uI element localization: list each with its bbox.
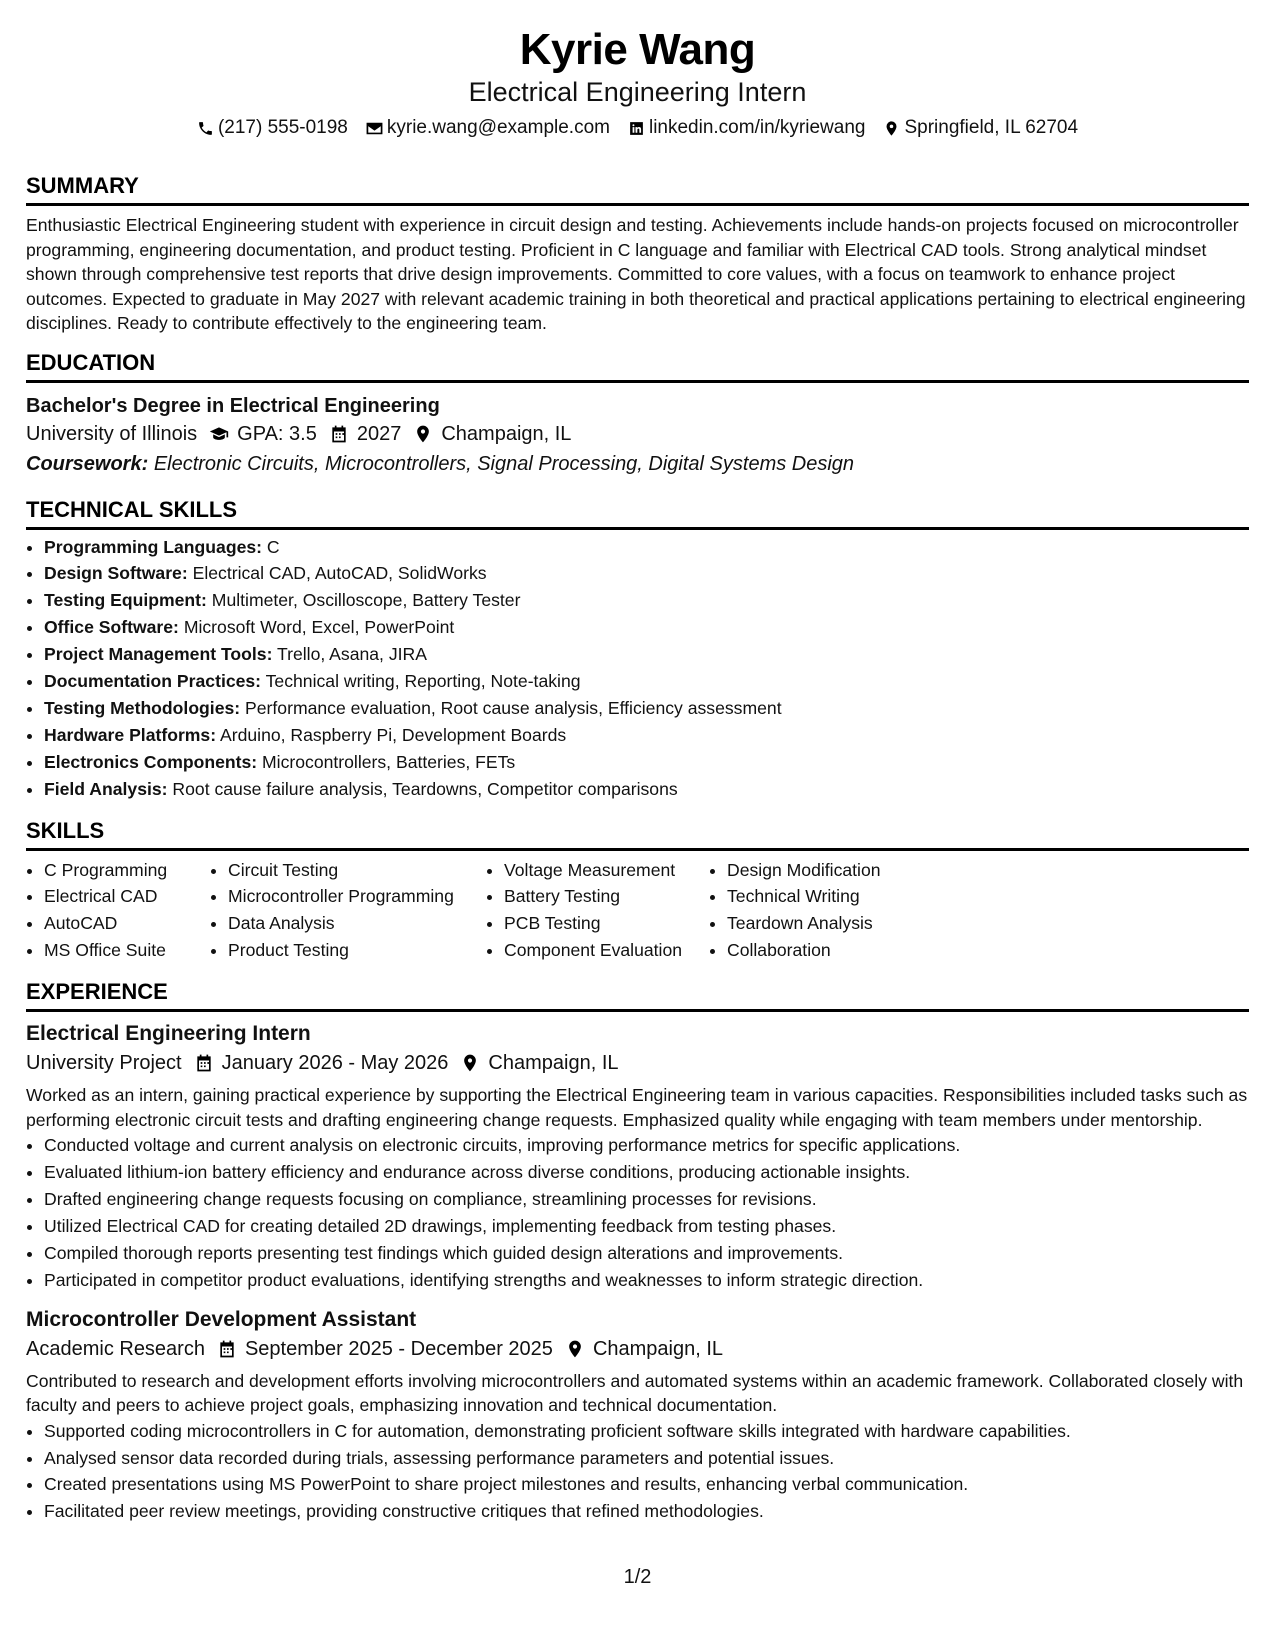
location-text: Champaign, IL — [488, 1052, 619, 1075]
list-item: • Electrical CAD — [44, 883, 210, 910]
list-item: • C Programming — [44, 857, 210, 884]
skill-value: Technical writing, Reporting, Note-taking — [265, 671, 581, 692]
phone-text: (217) 555-0198 — [217, 117, 348, 138]
coursework — [26, 449, 1249, 479]
job-org: University Project — [26, 1052, 182, 1075]
coursework-label: Coursework: — [26, 452, 149, 475]
section-title: SUMMARY — [26, 172, 1249, 206]
list-item: • Teardown Analysis — [727, 910, 967, 937]
summary-section — [26, 172, 1249, 336]
job-org: Academic Research — [26, 1337, 205, 1360]
candidate-name: Kyrie Wang — [519, 25, 756, 74]
list-item: • Evaluated lithium-ion battery efficiency and endurance across diverse conditions, producing actionable insights. — [44, 1159, 1249, 1186]
list-item — [44, 614, 1249, 641]
section-title: EXPERIENCE — [26, 978, 1249, 1012]
list-item — [44, 668, 1249, 695]
linkedin-link[interactable]: linkedin.com/in/kyriewang — [648, 117, 866, 138]
calendar-icon — [217, 1339, 237, 1359]
section-title: SKILLS — [26, 817, 1249, 851]
skills-section — [26, 817, 1249, 965]
skill-value: Microsoft Word, Excel, PowerPoint — [183, 617, 455, 638]
contact-linkedin[interactable] — [628, 114, 866, 142]
list-item: • Design Modification — [727, 857, 967, 884]
gpa — [209, 419, 317, 449]
list-item: • Data Analysis — [228, 910, 486, 937]
skill-label: Hardware Platforms: — [44, 724, 217, 745]
education-meta — [26, 419, 1249, 449]
list-item — [44, 695, 1249, 722]
location-text: Champaign, IL — [592, 1337, 724, 1360]
skill-label: Testing Equipment: — [44, 590, 207, 611]
job-meta — [26, 1334, 1249, 1364]
calendar-icon — [194, 1053, 214, 1073]
list-item: • Drafted engineering change requests focusing on compliance, streamlining processes for revisions. — [44, 1186, 1249, 1213]
skill-label: Office Software: — [44, 617, 179, 638]
skill-value: Arduino, Raspberry Pi, Development Boards — [220, 724, 567, 745]
linkedin-icon — [628, 120, 645, 137]
job-entry — [26, 1020, 1249, 1293]
section-title: EDUCATION — [26, 349, 1249, 383]
skill-value: Microcontrollers, Batteries, FETs — [262, 751, 516, 772]
list-item: • Technical Writing — [727, 883, 967, 910]
contact-bar — [26, 114, 1249, 142]
skills-grid — [26, 857, 1249, 965]
skill-label: Testing Methodologies: — [44, 697, 241, 718]
graduation-cap-icon — [209, 424, 229, 444]
job-description: Contributed to research and development efforts involving microcontrollers and automated systems within an academic framework. Collaborated closely with faculty and peers to achieve project goals, emphasizing innovation and technical documentation. — [26, 1370, 1244, 1416]
technical-skills-list — [26, 534, 1249, 803]
map-pin-icon — [565, 1339, 585, 1359]
dates-text: September 2025 - December 2025 — [244, 1337, 553, 1360]
list-item — [44, 560, 1249, 587]
education-location — [413, 419, 571, 449]
map-pin-icon — [883, 120, 900, 137]
job-bullets — [26, 1418, 1249, 1526]
coursework-text: Electronic Circuits, Microcontrollers, Signal Processing, Digital Systems Design — [153, 452, 855, 475]
list-item — [44, 534, 1249, 561]
map-pin-icon — [413, 424, 433, 444]
job-location — [460, 1048, 618, 1078]
contact-phone — [197, 114, 348, 142]
list-item: • MS Office Suite — [44, 937, 210, 964]
skills-column — [26, 857, 210, 965]
list-item: • Facilitated peer review meetings, providing constructive critiques that refined methodologies. — [44, 1498, 1249, 1525]
location-text: Springfield, IL 62704 — [904, 117, 1079, 138]
skill-label: Programming Languages: — [44, 536, 262, 557]
list-item — [44, 587, 1249, 614]
skills-column — [486, 857, 709, 965]
list-item: • Component Evaluation — [504, 937, 709, 964]
list-item — [44, 749, 1249, 776]
degree-title: Bachelor's Degree in Electrical Engineering — [26, 394, 440, 417]
list-item: • Utilized Electrical CAD for creating detailed 2D drawings, implementing feedback from testing phases. — [44, 1213, 1249, 1240]
list-item: • PCB Testing — [504, 910, 709, 937]
job-dates — [217, 1334, 553, 1364]
year-text: 2027 — [356, 422, 402, 445]
list-item: • Analysed sensor data recorded during trials, assessing performance parameters and potential issues. — [44, 1445, 1249, 1472]
list-item: • Supported coding microcontrollers in C for automation, demonstrating proficient software skills integrated with hardware capabilities. — [44, 1418, 1249, 1445]
map-pin-icon — [460, 1053, 480, 1073]
list-item: • Created presentations using MS PowerPoint to share project milestones and results, enhancing verbal communication. — [44, 1471, 1249, 1498]
resume-header — [26, 24, 1249, 142]
list-item: • Circuit Testing — [228, 857, 486, 884]
skill-value: C — [266, 536, 280, 557]
envelope-icon — [366, 120, 383, 137]
list-item: • Compiled thorough reports presenting test findings which guided design alterations and improvements. — [44, 1240, 1249, 1267]
job-location — [565, 1334, 723, 1364]
skills-column — [210, 857, 486, 965]
school-name: University of Illinois — [26, 422, 198, 445]
job-title: Microcontroller Development Assistant — [26, 1307, 417, 1331]
list-item: • AutoCAD — [44, 910, 210, 937]
job-bullets — [26, 1132, 1249, 1293]
skill-label: Electronics Components: — [44, 751, 258, 772]
candidate-title: Electrical Engineering Intern — [468, 77, 807, 107]
resume-page — [26, 0, 1249, 1525]
skill-value: Electrical CAD, AutoCAD, SolidWorks — [192, 563, 487, 584]
page-number: 1/2 — [623, 1566, 652, 1588]
skill-value: Multimeter, Oscilloscope, Battery Tester — [211, 590, 521, 611]
email-link[interactable]: kyrie.wang@example.com — [386, 117, 610, 138]
contact-email[interactable] — [366, 114, 610, 142]
skill-label: Documentation Practices: — [44, 671, 262, 692]
skill-value: Root cause failure analysis, Teardowns, Competitor comparisons — [172, 778, 678, 799]
graduation-year — [329, 419, 402, 449]
location-text: Champaign, IL — [441, 422, 572, 445]
skill-label: Project Management Tools: — [44, 644, 273, 665]
section-title: TECHNICAL SKILLS — [26, 496, 1249, 530]
experience-section — [26, 978, 1249, 1525]
skill-label: Field Analysis: — [44, 778, 168, 799]
job-meta — [26, 1048, 1249, 1078]
contact-location — [883, 114, 1078, 142]
list-item: • Participated in competitor product evaluations, identifying strengths and weaknesses to inform strategic direction. — [44, 1267, 1249, 1294]
job-dates — [194, 1048, 449, 1078]
list-item: • Voltage Measurement — [504, 857, 709, 884]
list-item: • Conducted voltage and current analysis on electronic circuits, improving performance metrics for specific applications. — [44, 1132, 1249, 1159]
technical-skills-section — [26, 496, 1249, 803]
list-item: • Product Testing — [228, 937, 486, 964]
skills-column — [709, 857, 967, 965]
skill-label: Design Software: — [44, 563, 188, 584]
list-item: • Collaboration — [727, 937, 967, 964]
summary-text: Enthusiastic Electrical Engineering student with experience in circuit design and testing. Achievements include hands-on projects focused on microcontroller programming, engineering documentation, and product testing. Proficient in C language and familiar with Electrical CAD tools. Strong analytical mindset shown through comprehensive test reports that drive design improvements. Committed to core values, with a focus on teamwork to enhance project outcomes. Expected to graduate in May 2027 with relevant academic training in both theoretical and practical applications pertaining to electrical engineering disciplines. Ready to contribute effectively to the engineering team. — [26, 215, 1246, 333]
calendar-icon — [329, 424, 349, 444]
gpa-text: GPA: 3.5 — [237, 422, 317, 445]
job-description: Worked as an intern, gaining practical experience by supporting the Electrical Engineering team in various capacities. Responsibilities included tasks such as performing electronic circuit tests and drafting engineering change requests. Emphasized quality while engaging with team members under mentorship. — [26, 1085, 1248, 1130]
job-title: Electrical Engineering Intern — [26, 1022, 311, 1046]
job-entry — [26, 1306, 1249, 1526]
skill-value: Trello, Asana, JIRA — [277, 644, 427, 665]
phone-icon — [197, 120, 214, 137]
list-item: • Microcontroller Programming — [228, 883, 486, 910]
skill-value: Performance evaluation, Root cause analysis, Efficiency assessment — [245, 697, 782, 718]
list-item — [44, 722, 1249, 749]
list-item: • Battery Testing — [504, 883, 709, 910]
education-section — [26, 349, 1249, 479]
list-item — [44, 641, 1249, 668]
list-item — [44, 776, 1249, 803]
dates-text: January 2026 - May 2026 — [221, 1052, 449, 1075]
